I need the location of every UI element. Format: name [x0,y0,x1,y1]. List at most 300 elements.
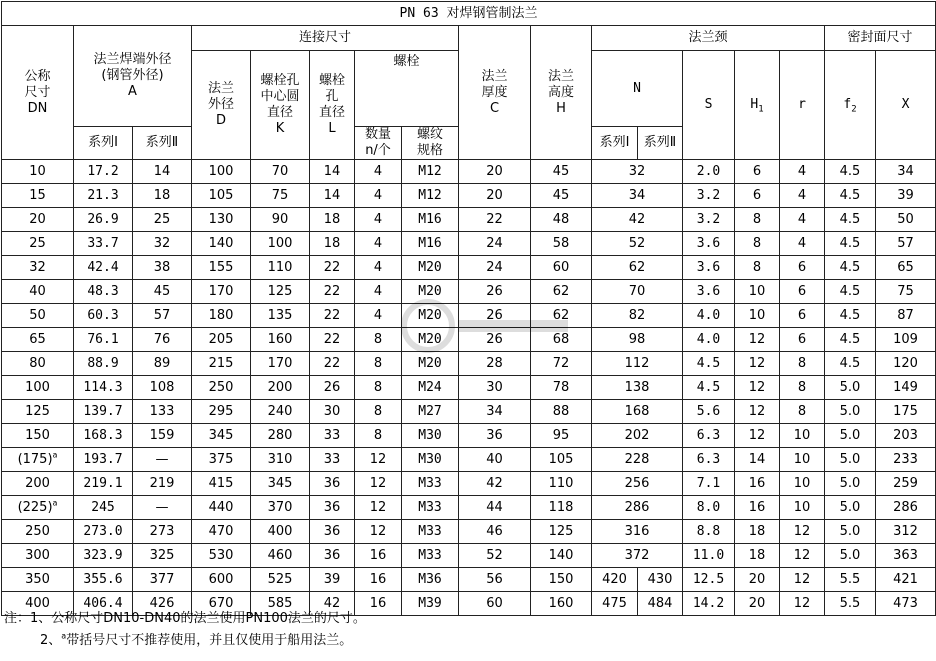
cell-n: 34 [592,184,683,208]
cell-height: 150 [531,568,592,592]
header-thickness: 法兰 厚度 C [459,26,531,160]
cell-h1: 12 [735,376,780,400]
cell-height: 78 [531,376,592,400]
header-od-series1: 系列Ⅰ [74,127,133,160]
cell-od-series1: 323.9 [74,544,133,568]
cell-f2: 5.0 [825,376,876,400]
cell-bolt-circle: 135 [251,304,310,328]
cell-n: 372 [592,544,683,568]
cell-x: 312 [876,520,936,544]
cell-bolt-hole: 22 [310,352,355,376]
cell-od-series1: 139.7 [74,400,133,424]
cell-bolt-hole: 22 [310,328,355,352]
table-row [2,280,936,304]
cell-x: 259 [876,472,936,496]
cell-thickness: 20 [459,160,531,184]
cell-od-series2: 38 [133,256,192,280]
cell-od-series2: 133 [133,400,192,424]
cell-s: 3.2 [683,184,735,208]
cell-thickness: 22 [459,208,531,232]
cell-height: 45 [531,160,592,184]
cell-dn: 32 [2,256,74,280]
cell-bolt-qty: 4 [355,256,402,280]
cell-h1: 10 [735,280,780,304]
note-2: 2、$^a$带括号尺寸不推荐使用，并且仅使用于船用法兰。 [40,631,353,648]
cell-bolt-hole: 30 [310,400,355,424]
table-row [2,208,936,232]
cell-bolt-circle: 170 [251,352,310,376]
table-row [2,448,936,472]
cell-od-series2: — [133,496,192,520]
cell-x: 57 [876,232,936,256]
cell-thickness: 60 [459,592,531,616]
cell-dn: 150 [2,424,74,448]
cell-x: 286 [876,496,936,520]
cell-od-series2: 45 [133,280,192,304]
cell-x: 473 [876,592,936,616]
cell-x: 120 [876,352,936,376]
cell-bolt-thread: M20 [402,352,459,376]
cell-bolt-thread: M20 [402,256,459,280]
cell-r: 10 [780,472,825,496]
cell-dn: 20 [2,208,74,232]
cell-bolt-thread: M12 [402,184,459,208]
cell-bolt-thread: M20 [402,280,459,304]
cell-r: 12 [780,568,825,592]
cell-thickness: 30 [459,376,531,400]
cell-f2: 4.5 [825,208,876,232]
cell-od-series1: 21.3 [74,184,133,208]
cell-n: 228 [592,448,683,472]
cell-s: 5.6 [683,400,735,424]
cell-r: 8 [780,352,825,376]
cell-flange-od: 155 [192,256,251,280]
cell-od-series1: 406.4 [74,592,133,616]
cell-s: 8.8 [683,520,735,544]
cell-thickness: 24 [459,232,531,256]
cell-bolt-qty: 4 [355,280,402,304]
cell-bolt-qty: 8 [355,328,402,352]
cell-bolt-qty: 16 [355,568,402,592]
header-flange-od: 法兰 外径 D [192,51,251,160]
cell-bolt-qty: 4 [355,304,402,328]
cell-od-series1: 273.0 [74,520,133,544]
cell-s: 12.5 [683,568,735,592]
cell-h1: 12 [735,328,780,352]
header-n-series2: 系列Ⅱ [638,127,683,160]
cell-dn: 125 [2,400,74,424]
cell-thickness: 26 [459,304,531,328]
cell-height: 62 [531,304,592,328]
cell-flange-od: 295 [192,400,251,424]
cell-bolt-thread: M12 [402,160,459,184]
cell-h1: 18 [735,544,780,568]
cell-x: 421 [876,568,936,592]
cell-f2: 5.0 [825,400,876,424]
cell-flange-od: 345 [192,424,251,448]
cell-height: 140 [531,544,592,568]
table-row [2,328,936,352]
cell-bolt-hole: 22 [310,280,355,304]
cell-bolt-hole: 39 [310,568,355,592]
cell-s: 3.6 [683,256,735,280]
cell-bolt-qty: 12 [355,496,402,520]
cell-s: 4.5 [683,352,735,376]
header-bolt: 螺栓 [355,51,459,127]
cell-bolt-hole: 36 [310,520,355,544]
cell-flange-od: 530 [192,544,251,568]
header-x: X [876,51,936,160]
cell-flange-od: 100 [192,160,251,184]
cell-bolt-circle: 100 [251,232,310,256]
cell-h1: 12 [735,352,780,376]
cell-x: 34 [876,160,936,184]
cell-dn: 50 [2,304,74,328]
cell-od-series2: — [133,448,192,472]
cell-dn: 400 [2,592,74,616]
cell-h1: 18 [735,520,780,544]
cell-height: 88 [531,400,592,424]
cell-od-series2: 57 [133,304,192,328]
table-title: PN 63 对焊钢管制法兰 [2,2,936,26]
cell-bolt-qty: 4 [355,232,402,256]
cell-od-series1: 60.3 [74,304,133,328]
cell-n-series2: 484 [638,592,683,616]
cell-h1: 20 [735,592,780,616]
cell-n: 256 [592,472,683,496]
header-bolt-thread: 螺纹 规格 [402,127,459,160]
cell-flange-od: 140 [192,232,251,256]
cell-thickness: 26 [459,280,531,304]
cell-bolt-circle: 240 [251,400,310,424]
cell-height: 48 [531,208,592,232]
cell-n: 316 [592,520,683,544]
cell-dn: 80 [2,352,74,376]
cell-h1: 16 [735,496,780,520]
cell-bolt-hole: 42 [310,592,355,616]
cell-bolt-thread: M24 [402,376,459,400]
cell-od-series2: 25 [133,208,192,232]
cell-bolt-circle: 280 [251,424,310,448]
cell-bolt-thread: M33 [402,544,459,568]
cell-bolt-circle: 370 [251,496,310,520]
table-row [2,544,936,568]
cell-n: 168 [592,400,683,424]
cell-bolt-circle: 525 [251,568,310,592]
cell-x: 87 [876,304,936,328]
cell-r: 8 [780,400,825,424]
cell-r: 12 [780,520,825,544]
cell-od-series2: 14 [133,160,192,184]
header-bolt-circle: 螺栓孔 中心圆 直径 K [251,51,310,160]
cell-height: 72 [531,352,592,376]
cell-thickness: 36 [459,424,531,448]
cell-f2: 5.0 [825,448,876,472]
cell-n-series1: 475 [592,592,638,616]
cell-bolt-thread: M16 [402,208,459,232]
cell-thickness: 26 [459,328,531,352]
cell-r: 6 [780,256,825,280]
cell-r: 12 [780,544,825,568]
cell-bolt-qty: 12 [355,520,402,544]
cell-bolt-qty: 8 [355,376,402,400]
cell-bolt-hole: 22 [310,304,355,328]
cell-s: 14.2 [683,592,735,616]
cell-dn: 15 [2,184,74,208]
cell-f2: 4.5 [825,304,876,328]
cell-bolt-hole: 36 [310,544,355,568]
cell-bolt-thread: M36 [402,568,459,592]
cell-h1: 14 [735,448,780,472]
cell-dn: 350 [2,568,74,592]
cell-f2: 4.5 [825,256,876,280]
header-dn: 公称 尺寸 DN [2,26,74,160]
header-seal: 密封面尺寸 [825,26,936,51]
cell-r: 8 [780,376,825,400]
cell-thickness: 28 [459,352,531,376]
header-neck: 法兰颈 [592,26,825,51]
cell-f2: 4.5 [825,328,876,352]
cell-f2: 5.5 [825,592,876,616]
cell-bolt-hole: 33 [310,448,355,472]
cell-h1: 8 [735,256,780,280]
cell-height: 62 [531,280,592,304]
cell-thickness: 40 [459,448,531,472]
cell-bolt-circle: 70 [251,160,310,184]
cell-x: 50 [876,208,936,232]
header-od-series2: 系列Ⅱ [133,127,192,160]
cell-dn: 65 [2,328,74,352]
table-row [2,256,936,280]
cell-flange-od: 215 [192,352,251,376]
cell-od-series2: 76 [133,328,192,352]
cell-height: 160 [531,592,592,616]
cell-dn: $(225)^a$ [2,496,74,520]
cell-s: 2.0 [683,160,735,184]
cell-f2: 4.5 [825,184,876,208]
cell-od-series1: 26.9 [74,208,133,232]
cell-flange-od: 470 [192,520,251,544]
header-height: 法兰 高度 H [531,26,592,160]
cell-od-series2: 377 [133,568,192,592]
cell-dn: 100 [2,376,74,400]
cell-f2: 4.5 [825,352,876,376]
cell-h1: 20 [735,568,780,592]
cell-f2: 5.0 [825,520,876,544]
cell-bolt-hole: 36 [310,472,355,496]
cell-dn: 25 [2,232,74,256]
cell-n: 52 [592,232,683,256]
cell-bolt-circle: 310 [251,448,310,472]
cell-flange-od: 375 [192,448,251,472]
flange-dimension-table [1,1,936,616]
header-bolt-hole: 螺栓 孔 直径 L [310,51,355,160]
cell-bolt-qty: 8 [355,424,402,448]
cell-n-series2: 430 [638,568,683,592]
cell-f2: 5.0 [825,496,876,520]
cell-bolt-thread: M39 [402,592,459,616]
cell-bolt-hole: 18 [310,232,355,256]
cell-thickness: 20 [459,184,531,208]
cell-flange-od: 180 [192,304,251,328]
cell-height: 105 [531,448,592,472]
header-f2: $f_2$ [825,51,876,160]
cell-r: 6 [780,328,825,352]
cell-bolt-hole: 36 [310,496,355,520]
table-row [2,352,936,376]
table-row [2,472,936,496]
cell-bolt-circle: 125 [251,280,310,304]
cell-bolt-qty: 16 [355,544,402,568]
cell-od-series2: 426 [133,592,192,616]
cell-f2: 4.5 [825,160,876,184]
cell-bolt-thread: M33 [402,496,459,520]
cell-x: 149 [876,376,936,400]
cell-n: 202 [592,424,683,448]
cell-thickness: 44 [459,496,531,520]
cell-od-series2: 219 [133,472,192,496]
cell-bolt-hole: 26 [310,376,355,400]
table-row [2,496,936,520]
cell-bolt-hole: 14 [310,160,355,184]
cell-thickness: 42 [459,472,531,496]
table-row [2,568,936,592]
cell-n: 286 [592,496,683,520]
table-row [2,184,936,208]
cell-dn: 40 [2,280,74,304]
cell-n-series1: 420 [592,568,638,592]
cell-flange-od: 105 [192,184,251,208]
cell-dn: 200 [2,472,74,496]
cell-od-series1: 168.3 [74,424,133,448]
cell-r: 4 [780,232,825,256]
cell-h1: 6 [735,160,780,184]
cell-bolt-circle: 110 [251,256,310,280]
cell-s: 4.0 [683,328,735,352]
cell-od-series2: 89 [133,352,192,376]
cell-od-series1: 42.4 [74,256,133,280]
cell-n: 62 [592,256,683,280]
cell-bolt-circle: 160 [251,328,310,352]
cell-flange-od: 205 [192,328,251,352]
cell-n: 70 [592,280,683,304]
cell-h1: 6 [735,184,780,208]
cell-r: 10 [780,496,825,520]
cell-flange-od: 415 [192,472,251,496]
cell-bolt-qty: 16 [355,592,402,616]
cell-bolt-thread: M33 [402,520,459,544]
cell-r: 10 [780,424,825,448]
table-row [2,376,936,400]
cell-od-series2: 159 [133,424,192,448]
cell-dn: 250 [2,520,74,544]
table-row [2,424,936,448]
cell-r: 4 [780,208,825,232]
cell-bolt-qty: 8 [355,400,402,424]
cell-flange-od: 600 [192,568,251,592]
cell-flange-od: 130 [192,208,251,232]
cell-f2: 4.5 [825,232,876,256]
cell-bolt-thread: M20 [402,304,459,328]
cell-s: 6.3 [683,448,735,472]
header-s: S [683,51,735,160]
cell-bolt-circle: 460 [251,544,310,568]
cell-bolt-thread: M30 [402,424,459,448]
cell-h1: 16 [735,472,780,496]
cell-h1: 12 [735,400,780,424]
cell-height: 68 [531,328,592,352]
note-1: 注：1、公称尺寸DN10-DN40的法兰使用PN100法兰的尺寸。 [4,611,366,626]
cell-s: 3.6 [683,232,735,256]
cell-h1: 12 [735,424,780,448]
cell-bolt-thread: M20 [402,328,459,352]
cell-r: 4 [780,184,825,208]
cell-s: 11.0 [683,544,735,568]
cell-height: 60 [531,256,592,280]
header-h1: $H_1$ [735,51,780,160]
cell-thickness: 52 [459,544,531,568]
header-weld-end-od: 法兰焊端外径 (钢管外径) A [74,26,192,127]
cell-od-series1: 219.1 [74,472,133,496]
cell-s: 3.6 [683,280,735,304]
cell-bolt-hole: 33 [310,424,355,448]
header-connection: 连接尺寸 [192,26,459,51]
header-r: r [780,51,825,160]
cell-od-series2: 108 [133,376,192,400]
header-n-series1: 系列Ⅰ [592,127,638,160]
cell-bolt-qty: 4 [355,184,402,208]
cell-bolt-hole: 18 [310,208,355,232]
cell-bolt-qty: 12 [355,448,402,472]
cell-f2: 4.5 [825,280,876,304]
cell-thickness: 46 [459,520,531,544]
cell-od-series1: 17.2 [74,160,133,184]
cell-f2: 5.0 [825,424,876,448]
cell-x: 363 [876,544,936,568]
cell-flange-od: 250 [192,376,251,400]
header-n: N [592,51,683,127]
cell-x: 233 [876,448,936,472]
cell-od-series1: 355.6 [74,568,133,592]
cell-r: 6 [780,280,825,304]
cell-od-series1: 88.9 [74,352,133,376]
table-row [2,304,936,328]
cell-bolt-thread: M30 [402,448,459,472]
cell-od-series2: 18 [133,184,192,208]
cell-s: 6.3 [683,424,735,448]
cell-bolt-circle: 585 [251,592,310,616]
cell-s: 7.1 [683,472,735,496]
cell-dn: 10 [2,160,74,184]
cell-s: 4.5 [683,376,735,400]
cell-n: 32 [592,160,683,184]
cell-r: 10 [780,448,825,472]
cell-thickness: 24 [459,256,531,280]
cell-dn: $(175)^a$ [2,448,74,472]
cell-f2: 5.5 [825,568,876,592]
cell-s: 4.0 [683,304,735,328]
cell-n: 82 [592,304,683,328]
cell-height: 125 [531,520,592,544]
cell-f2: 5.0 [825,472,876,496]
cell-bolt-thread: M27 [402,400,459,424]
cell-thickness: 56 [459,568,531,592]
cell-height: 95 [531,424,592,448]
cell-h1: 8 [735,208,780,232]
cell-n: 42 [592,208,683,232]
cell-bolt-qty: 8 [355,352,402,376]
cell-height: 45 [531,184,592,208]
